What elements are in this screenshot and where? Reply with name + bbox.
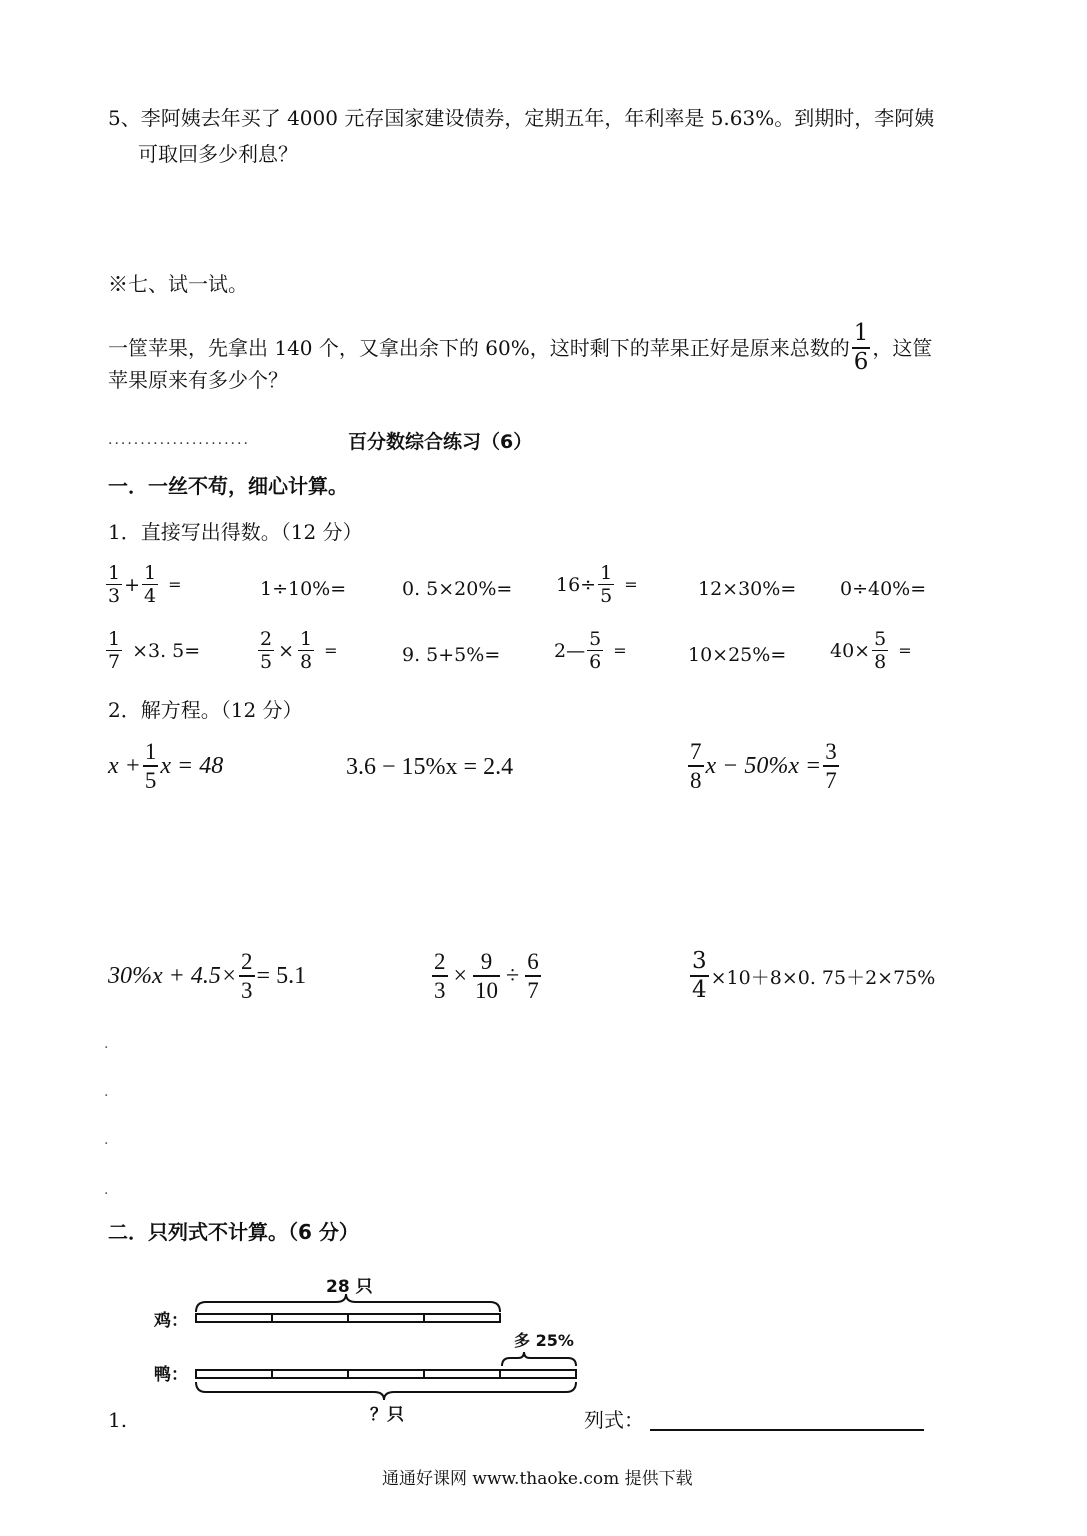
frac-num: 1	[853, 320, 869, 346]
section7-title: ※七、试一试。	[108, 272, 248, 296]
prefix: 2—	[554, 639, 586, 662]
fraction	[598, 562, 614, 607]
equals: =	[898, 641, 912, 660]
q1-number: 1.	[108, 1408, 128, 1432]
frac-den: 5	[600, 585, 613, 607]
calc-r2-f	[830, 628, 912, 673]
stray-dot: .	[104, 1036, 109, 1052]
footer-text: 通通好课网 www.thaoke.com 提供下载	[382, 1469, 693, 1489]
operator: ×	[278, 639, 295, 662]
equals: =	[624, 575, 638, 594]
prefix: 16÷	[556, 573, 597, 596]
calc-r2-a	[104, 628, 200, 673]
frac-num: 5	[874, 628, 887, 650]
frac-den: 10	[475, 978, 499, 1003]
frac-num: 9	[480, 949, 493, 974]
frac-num: 1	[144, 739, 157, 764]
equation-2: 3.6 − 15%x = 2.4	[346, 754, 514, 780]
diagram-top-label: 28 只	[326, 1277, 373, 1297]
brace-bottom	[196, 1382, 576, 1400]
frac-num: 1	[144, 562, 157, 584]
frac-num: 1	[108, 628, 121, 650]
equation-6	[688, 948, 935, 1004]
calc-r1-a	[104, 562, 182, 607]
calc-r2-e: 10×25%=	[688, 644, 787, 666]
fraction	[690, 948, 709, 1004]
frac-den: 4	[692, 977, 707, 1003]
more-label: 多 25%	[514, 1331, 574, 1350]
fraction	[688, 738, 704, 794]
fraction	[258, 628, 274, 673]
frac-num: 2	[434, 949, 446, 974]
operator: ÷	[506, 962, 520, 989]
fraction	[143, 738, 159, 794]
eq-post: = 5.1	[256, 962, 307, 989]
fraction	[298, 628, 314, 673]
sub-question-1: 1．直接写出得数。（12 分）	[108, 520, 363, 544]
frac-num: 2	[260, 628, 273, 650]
frac-num: 1	[300, 628, 313, 650]
frac-den: 8	[300, 651, 313, 673]
fraction-one-sixth	[852, 320, 871, 376]
frac-num: 5	[589, 628, 602, 650]
frac-den: 5	[260, 651, 273, 673]
frac-den: 7	[108, 651, 121, 673]
frac-den: 3	[241, 978, 253, 1003]
operator: +	[124, 573, 141, 596]
equation-5	[430, 948, 543, 1004]
frac-num: 3	[692, 948, 707, 974]
formula-label: 列式：	[584, 1408, 644, 1432]
frac-den: 4	[144, 585, 157, 607]
fraction	[142, 562, 158, 607]
frac-num: 3	[825, 739, 837, 764]
suffix: ×3. 5=	[132, 639, 201, 662]
eq-post: ×10＋8×0. 75＋2×75%	[710, 966, 936, 989]
fraction	[473, 948, 500, 1004]
equation-1	[108, 738, 223, 794]
fraction	[106, 628, 122, 673]
fraction	[872, 628, 888, 673]
eq-pre: x +	[108, 752, 141, 779]
calc-r1-e: 12×30%=	[698, 578, 797, 600]
calc-r2-c: 9. 5+5%=	[402, 644, 501, 666]
calc-r1-f: 0÷40%=	[840, 578, 927, 600]
calc-r1-c: 0. 5×20%=	[402, 578, 513, 600]
fraction	[432, 948, 448, 1004]
duck-bar	[196, 1370, 576, 1378]
prefix: 40×	[830, 639, 871, 662]
frac-num: 7	[690, 739, 702, 764]
frac-num: 6	[527, 949, 539, 974]
duck-label: 鸭：	[154, 1365, 188, 1385]
fraction	[823, 738, 839, 794]
title-leader-dots: ......................	[108, 432, 250, 448]
frac-den: 6	[589, 651, 602, 673]
q5-line1: 5、李阿姨去年买了 4000 元存国家建设债券，定期五年，年利率是 5.63%。到期时，李阿姨	[108, 106, 935, 130]
calc-r2-b	[256, 628, 338, 673]
frac-num: 1	[108, 562, 121, 584]
eq-pre: 30%x + 4.5×	[108, 962, 238, 989]
stray-dot: .	[104, 1084, 109, 1100]
fraction	[587, 628, 603, 673]
equals: =	[613, 641, 627, 660]
equals: =	[324, 641, 338, 660]
eq-post: x = 48	[160, 752, 224, 779]
stray-dot: .	[104, 1182, 109, 1198]
frac-den: 7	[825, 768, 837, 793]
section1-title: 一．一丝不苟，细心计算。	[108, 474, 348, 498]
operator: ×	[453, 962, 468, 989]
frac-den: 3	[108, 585, 121, 607]
diagram-bottom-label: ？只	[370, 1405, 404, 1425]
calc-r1-d	[556, 562, 638, 607]
stray-dot: .	[104, 1132, 109, 1148]
fraction	[239, 948, 255, 1004]
fraction	[106, 562, 122, 607]
section2-title: 二．只列式不计算。（6 分）	[108, 1220, 359, 1244]
q5-line2: 可取回多少利息？	[138, 142, 298, 166]
brace-extra	[502, 1352, 576, 1366]
frac-den: 8	[874, 651, 887, 673]
frac-num: 2	[241, 949, 253, 974]
frac-den: 7	[527, 978, 539, 1003]
chicken-label: 鸡：	[154, 1311, 188, 1331]
frac-den: 3	[434, 978, 446, 1003]
section7-line2: 苹果原来有多少个？	[108, 368, 288, 392]
calc-r1-b: 1÷10%=	[260, 578, 347, 600]
section7-text-after: ，这筐	[872, 336, 933, 360]
sub-question-2: 2．解方程。（12 分）	[108, 698, 303, 722]
page-title: 百分数综合练习（6）	[348, 431, 533, 453]
section7-text-before: 一筐苹果，先拿出 140 个，又拿出余下的 60%，这时剩下的苹果正好是原来总数的	[108, 336, 850, 360]
frac-den: 6	[853, 349, 869, 375]
equation-4	[108, 948, 306, 1004]
equals: =	[168, 575, 182, 594]
frac-num: 1	[600, 562, 613, 584]
equation-3	[686, 738, 841, 794]
calc-r2-d	[554, 628, 627, 673]
fraction	[525, 948, 541, 1004]
answer-line[interactable]	[650, 1429, 924, 1431]
frac-den: 8	[690, 768, 702, 793]
frac-den: 5	[144, 768, 157, 793]
eq-mid: x − 50%x =	[705, 752, 822, 779]
